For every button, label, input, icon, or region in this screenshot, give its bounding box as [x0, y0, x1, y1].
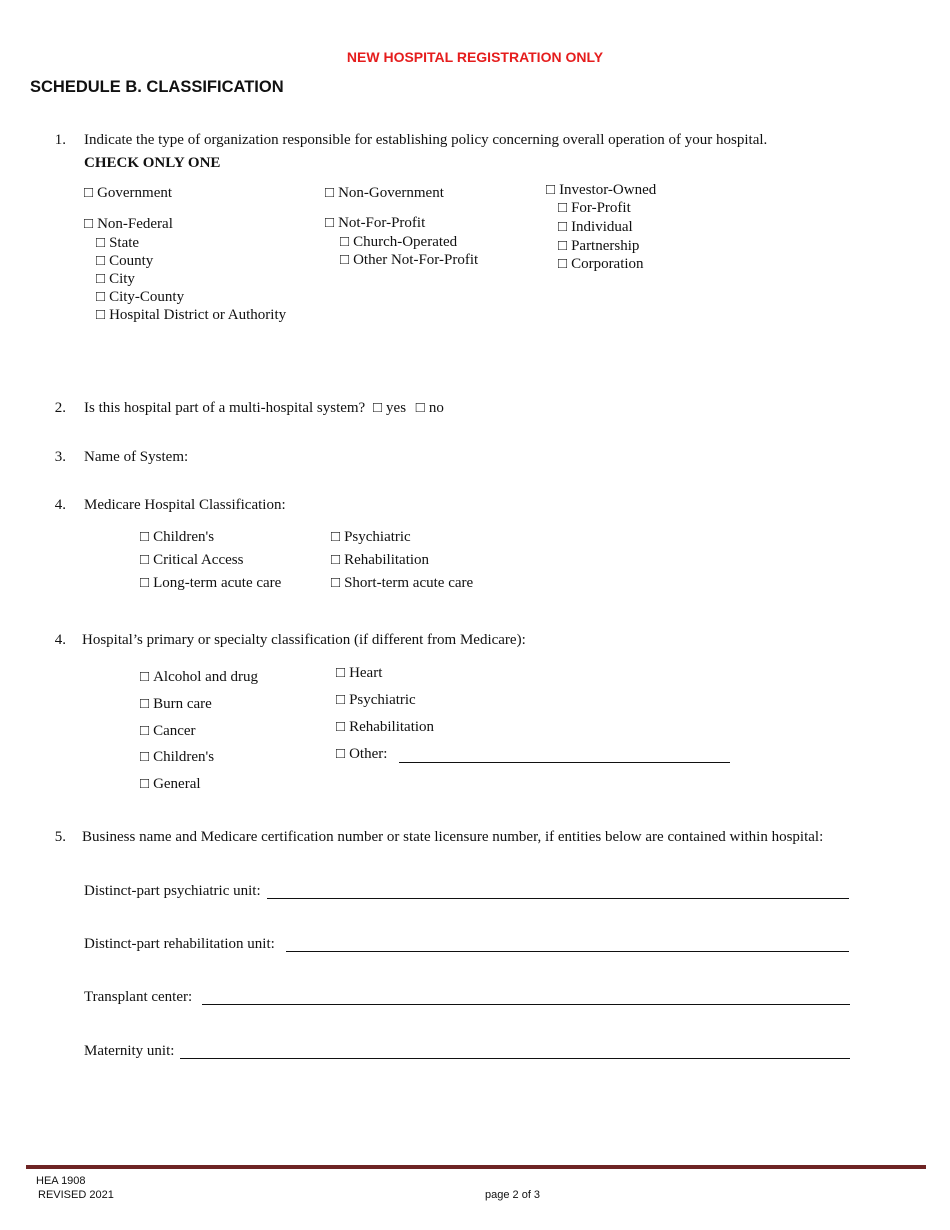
checkbox-icon[interactable]: □ [140, 776, 150, 792]
banner-new-hospital-registration: NEW HOSPITAL REGISTRATION ONLY [346, 49, 604, 65]
checkbox-icon[interactable]: □ [340, 252, 350, 268]
q4b-option-cancer[interactable]: □ Cancer [140, 723, 196, 739]
checkbox-icon[interactable]: □ [140, 552, 150, 568]
q4a-option-psychiatric[interactable]: □ Psychiatric [331, 529, 411, 545]
checkbox-icon[interactable]: □ [84, 185, 94, 201]
q1-option-non-federal[interactable]: □ Non-Federal [84, 216, 173, 232]
footer-divider [26, 1165, 926, 1169]
q4b-option-heart[interactable]: □ Heart [336, 665, 383, 681]
checkbox-icon[interactable]: □ [372, 400, 383, 416]
checkbox-icon[interactable]: □ [140, 749, 150, 765]
q4b-number: 4. [54, 632, 66, 648]
q1-instruction: CHECK ONLY ONE [84, 155, 221, 171]
q5-transplant-center-field[interactable] [202, 1004, 850, 1005]
q2-option-no[interactable]: □ no [415, 400, 444, 416]
q4b-option-childrens[interactable]: □ Children's [140, 749, 215, 765]
q4a-option-long-term-acute[interactable]: □ Long-term acute care [140, 575, 282, 591]
q1-option-city-county[interactable]: □ City-County [96, 289, 185, 305]
q5-label-rehabilitation-unit: Distinct-part rehabilitation unit: [84, 936, 275, 952]
q4a-option-childrens[interactable]: □ Children's [140, 529, 215, 545]
q1-text: Indicate the type of organization responsible for establishing policy concerning overall operation of your hospital. [84, 132, 768, 148]
q4a-number: 4. [54, 497, 66, 513]
q4b-option-rehabilitation[interactable]: □ Rehabilitation [336, 719, 435, 735]
q1-option-government[interactable]: □ Government [84, 185, 173, 201]
schedule-title: SCHEDULE B. CLASSIFICATION [30, 78, 284, 96]
footer-page-number: page 2 of 3 [485, 1189, 541, 1201]
checkbox-icon[interactable]: □ [331, 575, 341, 591]
checkbox-icon[interactable]: □ [336, 692, 346, 708]
q4b-option-burn-care[interactable]: □ Burn care [140, 696, 212, 712]
q2-row [84, 399, 444, 417]
footer-revised: REVISED 2021 [38, 1189, 114, 1201]
q2-text: Is this hospital part of a multi-hospital system? [84, 400, 366, 416]
q4b-option-alcohol-drug[interactable]: □ Alcohol and drug [140, 669, 259, 685]
checkbox-icon[interactable]: □ [84, 216, 94, 232]
q1-option-partnership[interactable]: □ Partnership [558, 238, 640, 254]
q4b-option-psychiatric[interactable]: □ Psychiatric [336, 692, 416, 708]
q2-option-yes[interactable]: □ yes [372, 400, 407, 416]
checkbox-icon[interactable]: □ [96, 235, 106, 251]
checkbox-icon[interactable]: □ [336, 665, 346, 681]
q1-option-corporation[interactable]: □ Corporation [558, 256, 644, 272]
checkbox-icon[interactable]: □ [558, 200, 568, 216]
q1-option-investor-owned[interactable]: □ Investor-Owned [546, 182, 657, 198]
checkbox-icon[interactable]: □ [331, 552, 341, 568]
q3-text: Name of System: [84, 449, 189, 465]
q5-text: Business name and Medicare certification number or state licensure number, if entities below are contained within hospital: [82, 829, 824, 845]
q4a-option-short-term-acute[interactable]: □ Short-term acute care [331, 575, 474, 591]
checkbox-icon[interactable]: □ [140, 575, 150, 591]
q1-number: 1. [54, 132, 66, 148]
checkbox-icon[interactable]: □ [140, 723, 150, 739]
q5-rehabilitation-unit-field[interactable] [286, 951, 849, 952]
q1-option-state[interactable]: □ State [96, 235, 140, 251]
checkbox-icon[interactable]: □ [415, 400, 425, 416]
q1-option-individual[interactable]: □ Individual [558, 219, 633, 235]
checkbox-icon[interactable]: □ [140, 696, 150, 712]
checkbox-icon[interactable]: □ [558, 256, 568, 272]
q4b-other-field[interactable] [399, 762, 730, 763]
q5-maternity-unit-field[interactable] [180, 1058, 850, 1059]
q4a-option-rehabilitation[interactable]: □ Rehabilitation [331, 552, 430, 568]
checkbox-icon[interactable]: □ [96, 271, 106, 287]
checkbox-icon[interactable]: □ [340, 234, 350, 250]
q5-label-maternity-unit: Maternity unit: [84, 1043, 175, 1059]
checkbox-icon[interactable]: □ [96, 307, 106, 323]
checkbox-icon[interactable]: □ [546, 182, 556, 198]
q4a-text: Medicare Hospital Classification: [84, 497, 286, 513]
q4b-option-general[interactable]: □ General [140, 776, 201, 792]
q1-option-non-government[interactable]: □ Non-Government [325, 185, 444, 201]
checkbox-icon[interactable]: □ [325, 185, 335, 201]
q1-option-hospital-district[interactable]: □ Hospital District or Authority [96, 307, 287, 323]
q2-number: 2. [54, 400, 66, 416]
checkbox-icon[interactable]: □ [325, 215, 335, 231]
q3-number: 3. [54, 449, 66, 465]
checkbox-icon[interactable]: □ [140, 529, 150, 545]
checkbox-icon[interactable]: □ [558, 219, 568, 235]
q5-psychiatric-unit-field[interactable] [267, 898, 849, 899]
q4b-text: Hospital’s primary or specialty classification (if different from Medicare): [82, 632, 526, 648]
q1-option-city[interactable]: □ City [96, 271, 135, 287]
footer-form-id: HEA 1908 [36, 1175, 86, 1187]
checkbox-icon[interactable]: □ [96, 253, 106, 269]
q1-option-county[interactable]: □ County [96, 253, 154, 269]
checkbox-icon[interactable]: □ [140, 669, 150, 685]
checkbox-icon[interactable]: □ [336, 719, 346, 735]
q4a-option-critical-access[interactable]: □ Critical Access [140, 552, 244, 568]
checkbox-icon[interactable]: □ [331, 529, 341, 545]
checkbox-icon[interactable]: □ [558, 238, 568, 254]
checkbox-icon[interactable]: □ [96, 289, 106, 305]
q1-option-church-operated[interactable]: □ Church-Operated [340, 234, 458, 250]
q5-number: 5. [54, 829, 66, 845]
q1-option-other-not-for-profit[interactable]: □ Other Not-For-Profit [340, 252, 479, 268]
q4b-option-other[interactable]: □ Other: [336, 746, 388, 762]
q5-label-psychiatric-unit: Distinct-part psychiatric unit: [84, 883, 261, 899]
checkbox-icon[interactable]: □ [336, 746, 346, 762]
q1-option-for-profit[interactable]: □ For-Profit [558, 200, 631, 216]
q1-option-not-for-profit[interactable]: □ Not-For-Profit [325, 215, 426, 231]
q5-label-transplant-center: Transplant center: [84, 989, 193, 1005]
